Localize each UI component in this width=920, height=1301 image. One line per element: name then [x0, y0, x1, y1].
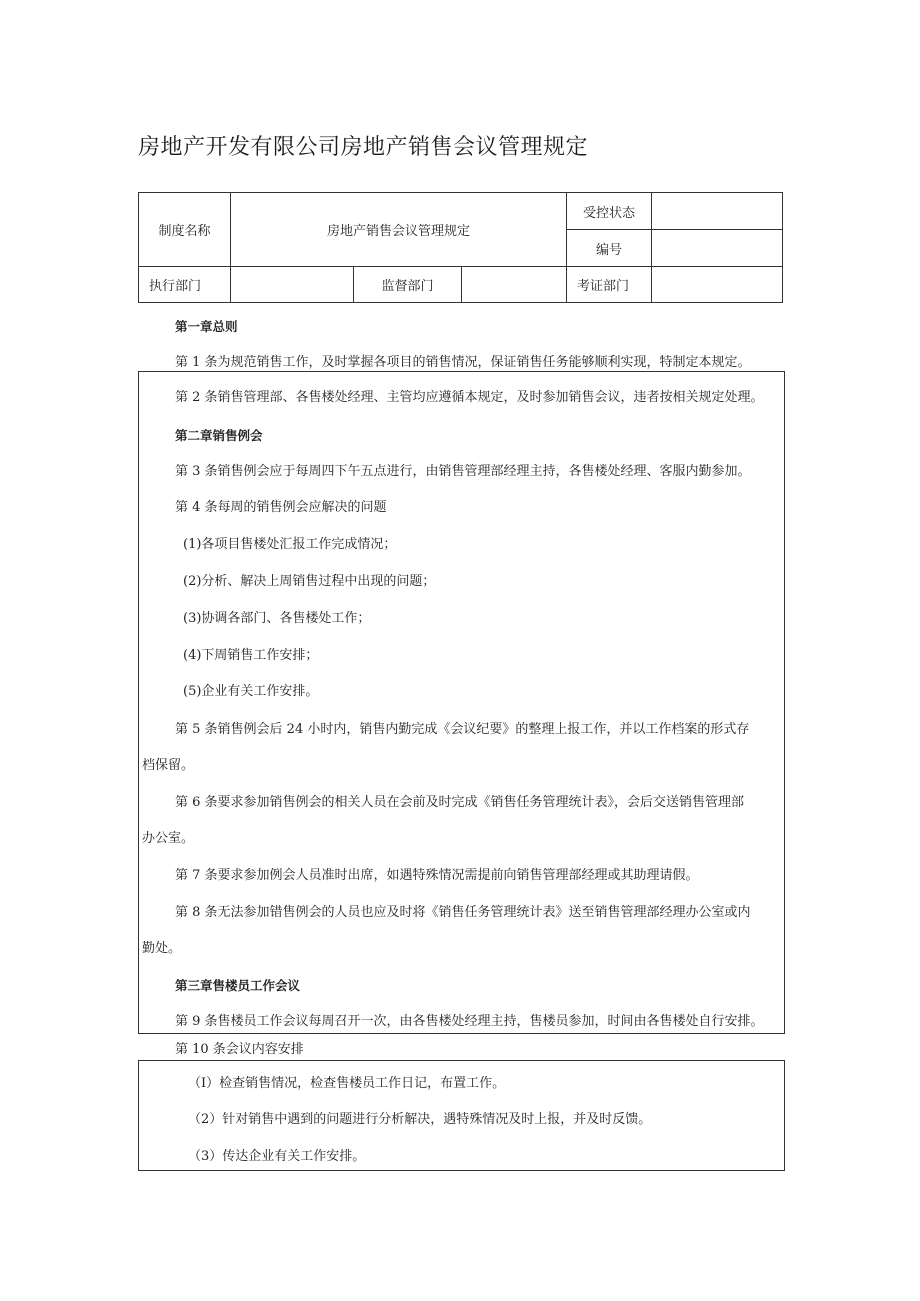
verify-dept-label: 考证部门 — [567, 267, 652, 303]
article-5-line-1: 第 5 条销售例会后 24 小时内，销售内勤完成《会议纪要》的整理上报工作，并以工作档案的形式存 — [175, 722, 750, 737]
article-7: 第 7 条要求参加例会人员准时出席，如遇特殊情况需提前向销售管理部经理或其助理请假。 — [175, 868, 699, 883]
verify-dept-value — [652, 267, 783, 303]
article-1: 第 1 条为规范销售工作，及时掌握各项目的销售情况，保证销售任务能够顺利实现，特制定本规定。 — [175, 355, 751, 370]
exec-dept-value — [231, 267, 354, 303]
article-4-item: (1)各项目售楼处汇报工作完成情况； — [183, 537, 397, 552]
article-4-item: (2)分析、解决上周销售过程中出现的问题； — [183, 574, 436, 589]
number-label: 编号 — [567, 230, 652, 267]
document-title: 房地产开发有限公司房地产销售会议管理规定 — [138, 135, 589, 160]
article-4-item: (5)企业有关工作安排。 — [183, 684, 319, 699]
control-status-label: 受控状态 — [567, 193, 652, 230]
article-5-line-2: 档保留。 — [142, 758, 195, 773]
supervise-dept-label: 监督部门 — [354, 267, 462, 303]
article-6-line-1: 第 6 条要求参加销售例会的相关人员在会前及时完成《销售任务管理统计表》，会后交送销售管理部 — [175, 795, 745, 810]
meta-table — [138, 192, 783, 303]
article-10-item: （2）针对销售中遇到的问题进行分析解决，遇特殊情况及时上报，并及时反馈。 — [188, 1112, 652, 1127]
number-value — [652, 230, 783, 267]
article-4-item: (3)协调各部门、各售楼处工作； — [183, 611, 371, 626]
chapter-1-heading: 第一章总则 — [175, 319, 238, 334]
supervise-dept-value — [462, 267, 567, 303]
article-6-line-2: 办公室。 — [142, 831, 195, 846]
article-10-item: （I）检查销售情况，检查售楼员工作日记，布置工作。 — [188, 1076, 506, 1091]
article-10: 第 10 条会议内容安排 — [175, 1042, 304, 1057]
article-2: 第 2 条销售管理部、各售楼处经理、主管均应遵循本规定，及时参加销售会议，违者按相关规定处理。 — [175, 390, 764, 405]
article-8-line-2: 勤处。 — [142, 941, 182, 956]
article-8-line-1: 第 8 条无法参加错售例会的人员也应及时将《销售任务管理统计表》送至销售管理部经理办公室或内 — [175, 905, 751, 920]
article-4: 第 4 条每周的销售例会应解决的问题 — [175, 500, 387, 515]
chapter-2-heading: 第二章销售例会 — [175, 428, 263, 443]
policy-name-label: 制度名称 — [139, 193, 231, 267]
article-10-item: （3）传达企业有关工作安排。 — [188, 1149, 366, 1164]
article-4-item: (4)下周销售工作安排； — [183, 648, 319, 663]
article-3: 第 3 条销售例会应于每周四下午五点进行，由销售管理部经理主持，各售楼处经理、客服内勤参加。 — [175, 464, 751, 479]
chapter-3-heading: 第三章售楼员工作会议 — [175, 978, 301, 993]
policy-name-value: 房地产销售会议管理规定 — [231, 193, 567, 267]
control-status-value — [652, 193, 783, 230]
exec-dept-label: 执行部门 — [139, 267, 231, 303]
article-9: 第 9 条售楼员工作会议每周召开一次，由各售楼处经理主持，售楼员参加，时间由各售楼处自行安排。 — [175, 1014, 764, 1029]
